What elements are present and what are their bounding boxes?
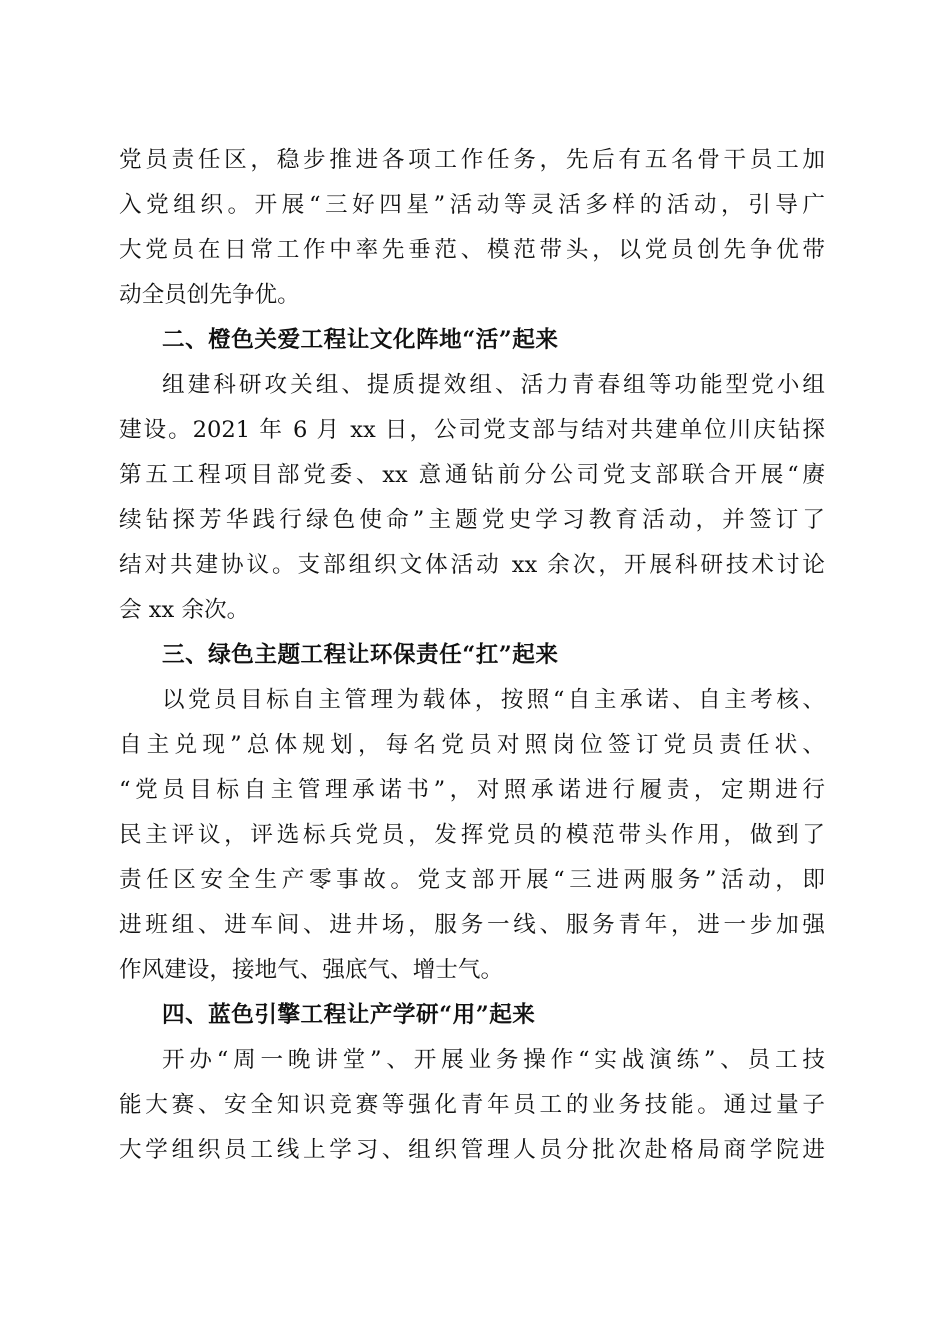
paragraph-line: 动全员创先争优。 [119,282,300,308]
paragraph-line: 组建科研攻关组、提质提效组、活力青春组等功能型党小组 [162,372,825,398]
paragraph-line: “党员目标自主管理承诺书”，对照承诺进行履责，定期进行 [119,777,825,803]
paragraph-line: 第五工程项目部党委、xx 意通钻前分公司党支部联合开展“赓 [119,462,825,488]
paragraph-line: 作风建设，接地气、强底气、增士气。 [119,957,504,983]
paragraph-line: 建设。2021 年 6 月 xx 日，公司党支部与结对共建单位川庆钻探 [119,417,825,443]
paragraph-line: 自主兑现”总体规划，每名党员对照岗位签订党员责任状、 [119,732,825,758]
paragraph-line: 续钻探芳华践行绿色使命”主题党史学习教育活动，并签订了 [119,507,825,533]
paragraph-line: 进班组、进车间、进井场，服务一线、服务青年，进一步加强 [119,912,825,938]
paragraph-line: 党员责任区，稳步推进各项工作任务，先后有五名骨干员工加 [119,147,825,173]
paragraph-line: 大学组织员工线上学习、组织管理人员分批次赴格局商学院进 [119,1137,825,1163]
section-heading: 四、蓝色引擎工程让产学研“用”起来 [162,1002,536,1028]
paragraph-line: 以党员目标自主管理为载体，按照“自主承诺、自主考核、 [162,687,825,713]
section-heading: 二、橙色关爱工程让文化阵地“活”起来 [162,327,559,353]
paragraph-line: 入党组织。开展“三好四星”活动等灵活多样的活动，引导广 [119,192,825,218]
paragraph-line: 能大赛、安全知识竞赛等强化青年员工的业务技能。通过量子 [119,1092,825,1118]
paragraph-line: 会 xx 余次。 [119,597,250,623]
paragraph-line: 开办“周一晚讲堂”、开展业务操作“实战演练”、员工技 [162,1047,825,1073]
section-heading: 三、绿色主题工程让环保责任“扛”起来 [162,642,559,668]
paragraph-line: 责任区安全生产零事故。党支部开展“三进两服务”活动，即 [119,867,825,893]
paragraph-line: 结对共建协议。支部组织文体活动 xx 余次，开展科研技术讨论 [119,552,825,578]
paragraph-line: 大党员在日常工作中率先垂范、模范带头，以党员创先争优带 [119,237,825,263]
paragraph-line: 民主评议，评选标兵党员，发挥党员的模范带头作用，做到了 [119,822,825,848]
